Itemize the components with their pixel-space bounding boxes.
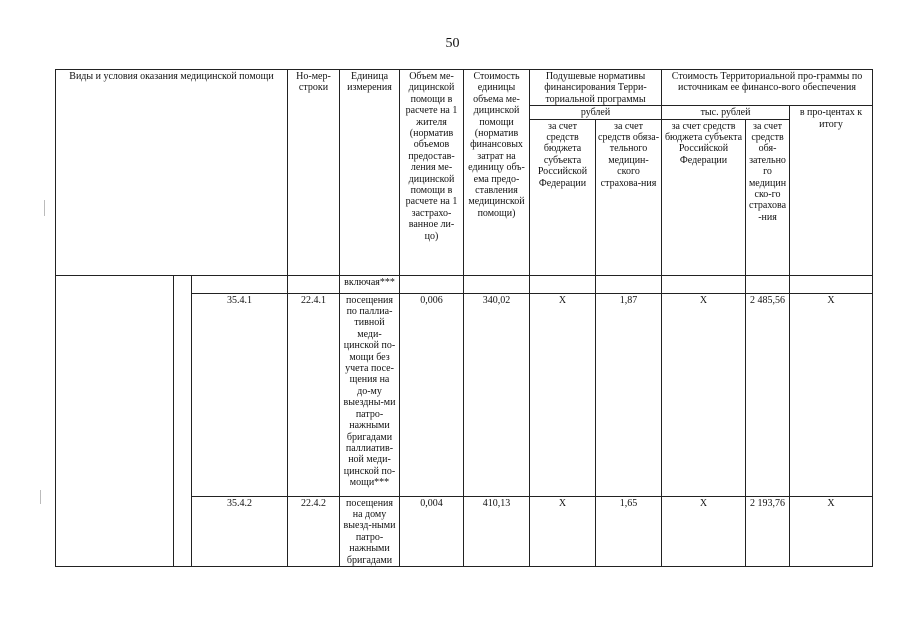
header-unit-cost: Стоимость единицы объема ме-дицинской помощи (норматив финансовых затрат на единицу объ-ема предо-ставления медицинской помощи)	[464, 70, 530, 276]
header-row-number: Но-мер-строки	[288, 70, 340, 276]
header-program-cost: Стоимость Территориальной про-граммы по источникам ее финансо-вого обеспечения	[662, 70, 873, 106]
header-volume: Объем ме-дицинской помощи в расчете на 1 жителя (норматив объемов предостав-ления ме-дицинской помощи в расчете на 1 застрахо-ванное ли-цо)	[400, 70, 464, 276]
indent-cell	[56, 275, 174, 566]
row-unit-cost: 340,02	[464, 293, 530, 496]
row-unit: посещения на дому выезд-ными патро-нажными бригадами	[340, 496, 400, 566]
scan-mark	[44, 200, 45, 216]
row-cost-budget: Х	[662, 293, 746, 496]
row-percent: Х	[790, 496, 873, 566]
row-cost-oms: 2 193,76	[746, 496, 790, 566]
row-number: 22.4.1	[288, 293, 340, 496]
header-norm-budget: за счет средств бюджета субъекта Российской Федерации	[530, 119, 596, 275]
row-volume: 0,006	[400, 293, 464, 496]
row-cost-oms: 2 485,56	[746, 293, 790, 496]
header-per-capita-norms: Подушевые нормативы финансирования Терри-ториальной программы	[530, 70, 662, 106]
row-unit-including: включая***	[340, 275, 400, 293]
header-unit: Единица измерения	[340, 70, 400, 276]
header-unit-thousand-rubles: тыс. рублей	[662, 106, 790, 119]
scan-mark	[40, 490, 41, 504]
row-code: 35.4.2	[192, 496, 288, 566]
cell-empty	[790, 275, 873, 293]
cell-empty	[400, 275, 464, 293]
cell-empty	[662, 275, 746, 293]
header-kind-of-care: Виды и условия оказания медицинской помощи	[56, 70, 288, 276]
cell-empty	[530, 275, 596, 293]
row-cost-budget: Х	[662, 496, 746, 566]
row-norm-oms: 1,87	[596, 293, 662, 496]
indent-cell	[174, 275, 192, 566]
row-norm-oms: 1,65	[596, 496, 662, 566]
header-norm-oms: за счет средств обяза-тельного медицин-ского страхова-ния	[596, 119, 662, 275]
cell-empty	[596, 275, 662, 293]
cell-empty	[746, 275, 790, 293]
header-cost-budget: за счет средств бюджета субъекта Российской Федерации	[662, 119, 746, 275]
row-unit: посещения по паллиа-тивной меди-цинской по-мощи без учета посе-щения на до-му выездны-ми патро-нажными бригадами паллиатив-ной меди-цинской по-мощи***	[340, 293, 400, 496]
page-number: 50	[445, 36, 460, 51]
financing-table	[55, 69, 873, 567]
row-code: 35.4.1	[192, 293, 288, 496]
row-number-empty	[288, 275, 340, 293]
row-volume: 0,004	[400, 496, 464, 566]
header-cost-oms: за счет средств обя-зательного медицинско-го страхова-ния	[746, 119, 790, 275]
row-number: 22.4.2	[288, 496, 340, 566]
row-unit-cost: 410,13	[464, 496, 530, 566]
code-cell-empty	[192, 275, 288, 293]
row-percent: Х	[790, 293, 873, 496]
row-norm-budget: Х	[530, 293, 596, 496]
header-unit-rubles: рублей	[530, 106, 662, 119]
cell-empty	[464, 275, 530, 293]
row-norm-budget: Х	[530, 496, 596, 566]
header-percent-of-total: в про-центах к итогу	[790, 106, 873, 275]
